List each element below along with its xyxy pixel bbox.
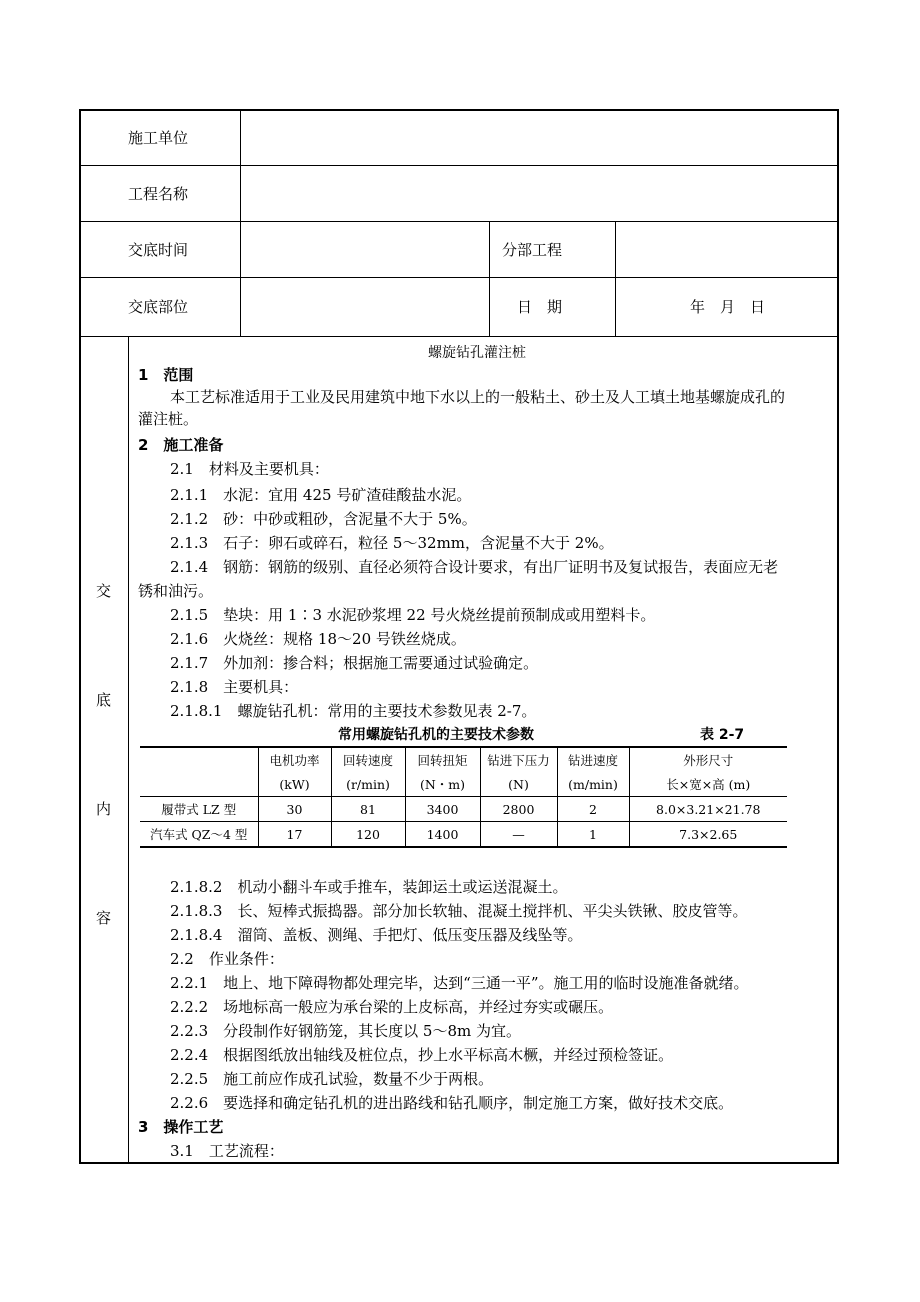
- table-cell: 30: [258, 797, 331, 822]
- paragraph: 2.1.8.3 长、短棒式振捣器。部分加长软轴、混凝土搅拌机、平尖头铁锹、胶皮管等。: [170, 902, 748, 920]
- paragraph: 2.2.2 场地标高一般应为承台梁的上皮标高，并经过夯实或碾压。: [170, 998, 614, 1016]
- header-cell: 长×宽×高 (m): [629, 772, 787, 797]
- spec-table: [140, 746, 787, 848]
- paragraph: 3.1 工艺流程：: [170, 1142, 284, 1160]
- side-label-char: 交: [96, 582, 112, 600]
- position-label: 交底部位: [128, 298, 189, 316]
- header-cell: 回转扭矩: [405, 747, 480, 772]
- table-cell: 汽车式 QZ～4 型: [140, 822, 258, 848]
- header-cell: (m/min): [557, 772, 629, 797]
- table-cell: 履带式 LZ 型: [140, 797, 258, 822]
- paragraph: 2.1.3 石子：卵石或碎石，粒径 5～32mm，含泥量不大于 2%。: [170, 534, 614, 552]
- paragraph: 灌注桩。: [138, 410, 199, 428]
- paragraph: 2.2 作业条件：: [170, 950, 284, 968]
- date-value: 年 月 日: [690, 298, 766, 316]
- paragraph: 2.2.5 施工前应作成孔试验，数量不少于两根。: [170, 1070, 494, 1088]
- paragraph: 2.2.1 地上、地下障碍物都处理完毕，达到“三通一平”。施工用的临时设施准备就绪。: [170, 974, 749, 992]
- paragraph: 2.1 材料及主要机具：: [170, 460, 329, 478]
- header-cell: (N・m): [405, 772, 480, 797]
- table-cell: 8.0×3.21×21.78: [629, 797, 787, 822]
- table-number: 表 2-7: [700, 727, 745, 743]
- paragraph: 本工艺标准适用于工业及民用建筑中地下水以上的一般粘土、砂土及人工填土地基螺旋成孔的: [170, 388, 786, 406]
- paragraph: 2.2.4 根据图纸放出轴线及桩位点，抄上水平标高木橛，并经过预检签证。: [170, 1046, 674, 1064]
- paragraph: 2.1.1 水泥：宜用 425 号矿渣硅酸盐水泥。: [170, 486, 472, 504]
- row-divider: [80, 221, 839, 222]
- table-header-row: [140, 772, 787, 797]
- table-cell: 2: [557, 797, 629, 822]
- branch-label: 分部工程: [502, 241, 563, 259]
- table-cell: 2800: [480, 797, 557, 822]
- time-label: 交底时间: [128, 241, 189, 259]
- row-divider: [80, 165, 839, 166]
- table-cell: —: [480, 822, 557, 848]
- section-heading: 1 范围: [138, 366, 194, 384]
- table-cell: 120: [331, 822, 405, 848]
- paragraph: 锈和油污。: [138, 582, 214, 600]
- header-cell: [140, 772, 258, 797]
- unit-label: 施工单位: [128, 129, 189, 147]
- table-cell: 1: [557, 822, 629, 848]
- header-cell: [140, 747, 258, 772]
- header-cell: 外形尺寸: [629, 747, 787, 772]
- table-cell: 3400: [405, 797, 480, 822]
- paragraph: 2.2.3 分段制作好钢筋笼，其长度以 5～8m 为宜。: [170, 1022, 522, 1040]
- paragraph: 2.2.6 要选择和确定钻孔机的进出路线和钻孔顺序，制定施工方案，做好技术交底。: [170, 1094, 734, 1112]
- table-row: [140, 822, 787, 848]
- table-row: [140, 797, 787, 822]
- side-label-char: 容: [96, 909, 112, 927]
- project-label: 工程名称: [128, 185, 189, 203]
- section-heading: 3 操作工艺: [138, 1118, 224, 1136]
- table-header-row: [140, 747, 787, 772]
- row-divider: [80, 277, 839, 278]
- table-cell: 1400: [405, 822, 480, 848]
- side-label-char: 底: [96, 691, 112, 709]
- col-divider: [489, 221, 490, 337]
- paragraph: 2.1.7 外加剂：掺合料；根据施工需要通过试验确定。: [170, 654, 539, 672]
- col-divider: [615, 221, 616, 337]
- header-cell: 回转速度: [331, 747, 405, 772]
- table-cell: 7.3×2.65: [629, 822, 787, 848]
- section-heading: 2 施工准备: [138, 436, 224, 454]
- paragraph: 2.1.8 主要机具：: [170, 678, 299, 696]
- header-cell: (r/min): [331, 772, 405, 797]
- col-divider: [240, 110, 241, 337]
- side-label-char: 内: [96, 800, 112, 818]
- paragraph: 2.1.2 砂：中砂或粗砂，含泥量不大于 5%。: [170, 510, 477, 528]
- table-cell: 17: [258, 822, 331, 848]
- paragraph: 2.1.4 钢筋：钢筋的级别、直径必须符合设计要求，有出厂证明书及复试报告，表面应无老: [170, 558, 779, 576]
- table-cell: 81: [331, 797, 405, 822]
- doc-title: 螺旋钻孔灌注桩: [428, 345, 526, 361]
- header-cell: (N): [480, 772, 557, 797]
- paragraph: 2.1.8.1 螺旋钻孔机：常用的主要技术参数见表 2-7。: [170, 702, 537, 720]
- row-divider: [80, 336, 839, 337]
- paragraph: 2.1.5 垫块：用 1∶3 水泥砂浆埋 22 号火烧丝提前预制成或用塑料卡。: [170, 606, 656, 624]
- header-cell: (kW): [258, 772, 331, 797]
- date-label: 日 期: [517, 298, 563, 316]
- header-cell: 钻进下压力: [480, 747, 557, 772]
- content-side-divider: [128, 336, 129, 1164]
- paragraph: 2.1.8.4 溜筒、盖板、测绳、手把灯、低压变压器及线坠等。: [170, 926, 583, 944]
- paragraph: 2.1.6 火烧丝：规格 18～20 号铁丝烧成。: [170, 630, 466, 648]
- header-cell: 钻进速度: [557, 747, 629, 772]
- table-caption: 常用螺旋钻孔机的主要技术参数: [338, 727, 534, 743]
- header-cell: 电机功率: [258, 747, 331, 772]
- paragraph: 2.1.8.2 机动小翻斗车或手推车，装卸运土或运送混凝土。: [170, 878, 568, 896]
